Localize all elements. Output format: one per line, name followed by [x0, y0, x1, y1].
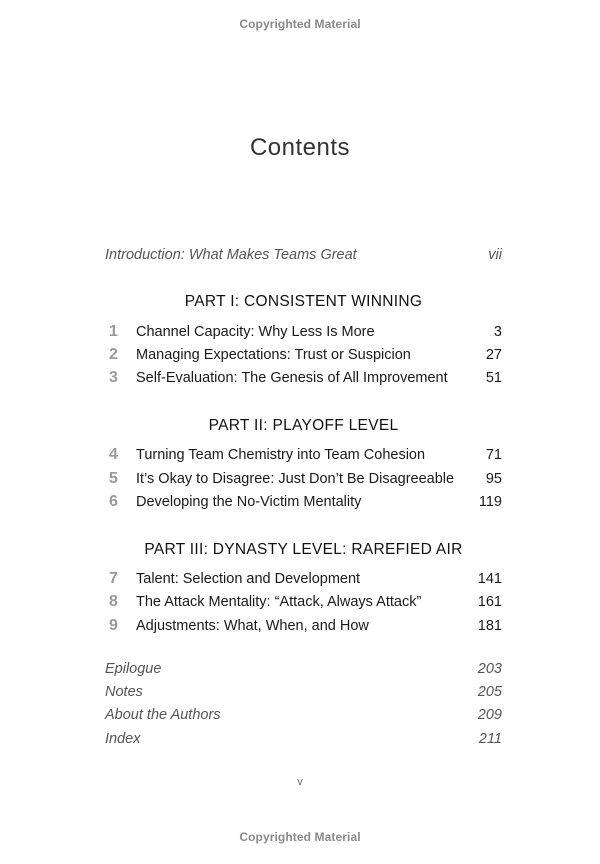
chapter-title: Adjustments: What, When, and How — [136, 618, 369, 634]
part-heading-2: PART II: PLAYOFF LEVEL — [208, 417, 399, 434]
toc-chapter-7[interactable] — [105, 569, 502, 589]
chapter-page: 95 — [485, 471, 502, 487]
chapter-page: 27 — [485, 347, 502, 363]
chapter-page: 3 — [493, 324, 502, 340]
chapter-number: 5 — [109, 470, 118, 487]
entry-page: vii — [488, 247, 502, 263]
chapter-title: Channel Capacity: Why Less Is More — [136, 324, 375, 340]
entry-title: Index — [105, 731, 141, 747]
part-heading-1: PART I: CONSISTENT WINNING — [184, 293, 423, 310]
chapter-title: Turning Team Chemistry into Team Cohesion — [136, 447, 426, 463]
page-title: Contents — [249, 134, 351, 161]
chapter-title: Developing the No-Victim Mentality — [136, 494, 362, 510]
entry-title: Notes — [105, 684, 143, 700]
toc-entry-introduction[interactable] — [105, 245, 502, 265]
entry-title: About the Authors — [105, 707, 221, 723]
chapter-page: 51 — [485, 370, 502, 386]
entry-title: Epilogue — [105, 661, 162, 677]
chapter-page: 181 — [477, 618, 502, 634]
chapter-page: 71 — [485, 447, 502, 463]
chapter-title: Talent: Selection and Development — [136, 571, 361, 587]
toc-chapter-6[interactable] — [105, 492, 502, 512]
chapter-number: 3 — [109, 369, 118, 386]
chapter-number: 4 — [109, 446, 118, 463]
toc-chapter-8[interactable] — [105, 592, 502, 612]
part-heading-3: PART III: DYNASTY LEVEL: RAREFIED AIR — [144, 541, 463, 558]
chapter-number: 2 — [109, 346, 118, 363]
toc-entry-notes[interactable] — [105, 682, 502, 702]
toc-chapter-3[interactable] — [105, 368, 502, 388]
chapter-number: 6 — [109, 493, 118, 510]
chapter-title: Self-Evaluation: The Genesis of All Improvement — [136, 370, 448, 386]
entry-page: 203 — [477, 661, 502, 677]
chapter-title: It’s Okay to Disagree: Just Don’t Be Disagreeable — [136, 471, 455, 487]
entry-title: Introduction: What Makes Teams Great — [105, 247, 357, 263]
chapter-page: 141 — [477, 571, 502, 587]
chapter-page: 161 — [477, 594, 502, 610]
page-number: v — [297, 776, 303, 788]
chapter-page: 119 — [478, 494, 502, 510]
entry-page: 209 — [477, 707, 502, 723]
chapter-number: 8 — [109, 593, 118, 610]
toc-entry-about-the-authors[interactable] — [105, 705, 502, 725]
entry-page: 205 — [477, 684, 502, 700]
toc-chapter-1[interactable] — [105, 322, 502, 342]
copyright-watermark-top: Copyrighted Material — [239, 17, 361, 31]
chapter-number: 7 — [109, 570, 118, 587]
entry-page: 211 — [478, 731, 502, 747]
chapter-title: Managing Expectations: Trust or Suspicion — [136, 347, 411, 363]
toc-chapter-2[interactable] — [105, 345, 502, 365]
toc-chapter-4[interactable] — [105, 445, 502, 465]
toc-entry-index[interactable] — [105, 729, 502, 749]
toc-entry-epilogue[interactable] — [105, 659, 502, 679]
chapter-title: The Attack Mentality: “Attack, Always Attack” — [136, 594, 422, 610]
chapter-number: 9 — [109, 617, 118, 634]
toc-chapter-9[interactable] — [105, 616, 502, 636]
chapter-number: 1 — [109, 323, 118, 340]
toc-chapter-5[interactable] — [105, 469, 502, 489]
copyright-watermark-bottom: Copyrighted Material — [239, 830, 361, 844]
